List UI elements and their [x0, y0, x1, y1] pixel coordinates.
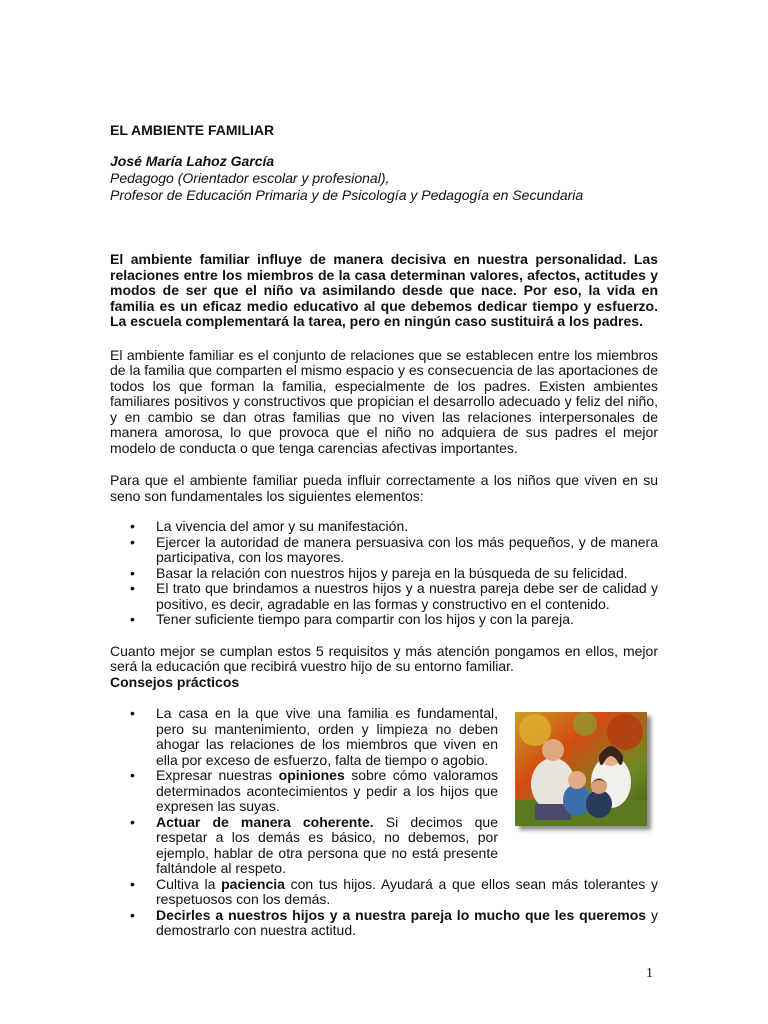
list-item [110, 706, 498, 768]
paragraph-definition: El ambiente familiar es el conjunto de relaciones que se establecen entre los miembros de la familia que comparten el mismo espacio y es consecuencia de las aportaciones de todos los que forman la familia, especialmente de los padres. Existen ambientes familiares positivos y constructivos que propician el desarrollo adecuado y feliz del niño, y en cambio se dan otras familias que no viven las relaciones interpersonales de manera amorosa, lo que provoca que el niño no adquiera de sus padres el mejor modelo de conducta o que tenga carencias afectivas importantes. [110, 346, 658, 456]
bullet-icon: • [130, 813, 135, 830]
author-name: José María Lahoz García [110, 153, 275, 169]
list-item-text: El trato que brindamos a nuestros hijos y a nuestra pareja debe ser de calidad y positivo, es decir, agradable en las formas y constructivo en el contenido. [156, 580, 658, 612]
advice-heading: Consejos prácticos [110, 673, 240, 690]
list-item [110, 519, 658, 535]
list-item-text: La vivencia del amor y su manifestación. [156, 518, 409, 534]
emphasis: opiniones [278, 767, 345, 783]
list-item [110, 768, 498, 815]
emphasis: Actuar de manera coherente. [156, 813, 374, 830]
emphasis: Decirles a nuestros hijos y a nuestra pareja lo mucho que les queremos [156, 906, 647, 923]
list-item-text: Cultiva la [156, 875, 222, 892]
bullet-icon: • [130, 875, 135, 892]
author-role-2: Profesor de Educación Primaria y de Psicología y Pedagogía en Secundaria [110, 187, 584, 203]
family-photo [515, 712, 647, 826]
paragraph-summary: Cuanto mejor se cumplan estos 5 requisitos y más atención pongamos en ellos, mejor será la educación que recibirá vuestro hijo de su entorno familiar. [110, 642, 658, 674]
family-photo-image [515, 712, 647, 826]
list-item [110, 877, 658, 908]
list-item-text: Tener suficiente tiempo para compartir con los hijos y con la pareja. [156, 611, 574, 627]
bullet-icon: • [130, 611, 135, 627]
list-item-text: sobre cómo valoramos determinados acontecimientos y pedir a los hijos que expresen las suyas. [156, 767, 498, 814]
author-role-1: Pedagogo (Orientador escolar y profesional), [110, 170, 390, 186]
paragraph-elements-intro: Para que el ambiente familiar pueda influir correctamente a los niños que viven en su seno son fundamentales los siguientes elementos: [110, 472, 658, 504]
list-item [110, 908, 658, 939]
list-item-text: Ejercer la autoridad de manera persuasiva con los más pequeños, y de manera participativa, con los mayores. [156, 533, 658, 565]
list-item [110, 566, 658, 582]
bullet-icon: • [130, 533, 135, 550]
list-item-text: Si decimos que respetar a los demás es básico, no debemos, por ejemplo, hablar de otra persona que no está presente faltándole al respeto. [156, 813, 498, 876]
list-item [110, 815, 498, 877]
list-item-text: La casa en la que vive una familia es fundamental, pero su mantenimiento, orden y limpieza no deben ahogar las relaciones de los miembros que viven en ella por exceso de esfuerzo, falta de tiempo o agobio. [156, 705, 498, 768]
list-item [110, 581, 658, 612]
bullet-icon: • [130, 906, 135, 923]
elements-list [110, 519, 658, 628]
bullet-icon: • [130, 705, 135, 721]
document-body [110, 122, 658, 939]
document-title: EL AMBIENTE FAMILIAR [110, 122, 275, 138]
lead-paragraph: El ambiente familiar influye de manera decisiva en nuestra personalidad. Las relaciones entre los miembros de la casa determinan valores, afectos, actitudes y modos de ser que el niño va asimilando desde que nace. Por eso, la vida en familia es un eficaz medio educativo al que debemos dedicar tiempo y esfuerzo. La escuela complementará la tarea, pero en ningún caso sustituirá a los padres. [110, 251, 658, 329]
bullet-icon: • [130, 767, 135, 783]
page-number: 1 [646, 966, 653, 981]
list-item-text: Expresar nuestras [156, 767, 279, 783]
list-item-text: y demostrarlo con nuestra actitud. [156, 906, 658, 938]
bullet-icon: • [130, 518, 135, 534]
list-item [110, 535, 658, 566]
list-item-text: Basar la relación con nuestros hijos y pareja en la búsqueda de su felicidad. [156, 564, 628, 581]
list-item [110, 612, 658, 628]
advice-section [110, 706, 658, 939]
bullet-icon: • [130, 564, 135, 581]
bullet-icon: • [130, 580, 135, 596]
list-item-text: con tus hijos. Ayudará a que ellos sean más tolerantes y respetuosos con los demás. [156, 875, 659, 907]
author-block [110, 153, 658, 204]
emphasis: paciencia [221, 875, 285, 892]
